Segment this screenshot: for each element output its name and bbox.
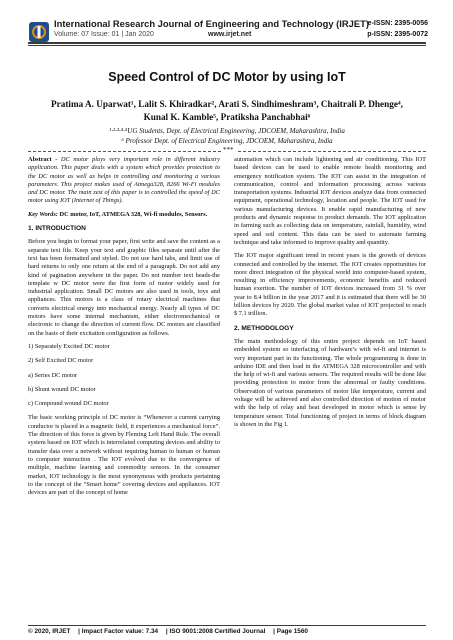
footer-iso: | ISO 9001:2008 Certified Journal xyxy=(165,628,266,635)
p-issn: p-ISSN: 2395-0072 xyxy=(367,31,428,38)
header-divider xyxy=(28,42,426,44)
methodology-paragraph: The main methodology of this entire project depends on IoT based embedded system so interfacing of hardware’s with wi-fi and internet is very important part in its functioning. The whole programming is done in arduino IDE and then load in the ATMEGA 328 microcontroller and with the help of wi-fi and various sensors. The required results will be done like providing protection to motor from the abnormal or faulty conditions. Observation of various parameters of motor like temperature, current and voltage will be achieved and also controlled direction of motion of motor with the help of relay and heat developed in motor which is sense by temperature sensor. Total functioning of project in terms of block diagram is shown in the Fig 1. xyxy=(234,337,426,428)
list-item: a) Series DC motor xyxy=(28,371,78,379)
keywords xyxy=(28,211,220,219)
list-item: 2) Self Excited DC motor xyxy=(28,357,94,365)
abstract xyxy=(28,156,220,206)
keywords-text: DC motor, IoT, ATMEGA 328, Wi-fi modules, Sensors. xyxy=(57,210,208,218)
author-line-1: Pratima A. Uparwat¹, Lalit S. Khiradkar², Arati S. Sindhimeshram³, Chaitrali P. Dhenge⁴, xyxy=(51,99,403,109)
intro-paragraph-2: The basic working principle of DC motor is “Whenever a current carrying conductor is placed in a magnetic field, it experiences a mechanical force”. The direction of this force is given by Fleming Left Hand Rule. The overall system based on IOT which is interrelated computing devices and ability to transfer data over a network without requiring human to human or human to computer interaction . The IOT evolved due to the convergence of multiple, machine learning and commodity sensors. In the consumer market, IOT technology is the most synonymous with products pertaining to the concept of the “Smart home” covering devices and appliances. IOT devices are part of the concept of home xyxy=(28,414,220,497)
author-line-2: Kunal K. Kamble⁵, Pratiksha Panchabhai⁶ xyxy=(143,112,311,122)
paper-title: Speed Control of DC Motor by using IoT xyxy=(108,70,346,84)
intro-paragraph-3: automation which can include lightening and air conditioning. This IOT based devices can be used to enable remote health monitoring and emergency notification system. The IOT can assist in the integration of communication, control and information processing across various transportation systems. Industrial IOT devices analyze data from connected equipment, operational technology, location and people. The IOT used for various manufacturing devices. It enable rapid manufacturing of new products and dynamic response to product demands. The IOT application in farming such as collecting data on temperature, rainfall, humidity, wind speed and soil content. This data can be used to automate farming technique and take informed to improve quality and quantity. xyxy=(234,156,426,246)
list-item: 1) Separately Excited DC motor xyxy=(28,342,110,350)
journal-volume: Volume: 07 Issue: 01 | Jan 2020 xyxy=(54,31,154,38)
footer-impact-factor: | Impact Factor value: 7.34 xyxy=(78,628,159,635)
separator-stars: *** xyxy=(223,146,234,154)
author-list xyxy=(28,98,426,124)
right-column xyxy=(234,156,426,434)
intro-paragraph-1: Before you begin to format your paper, first write and save the content as a separate text file. Keep your text and graphic files separate until after the text has been formatted and styled. Do not use hard tabs, and limit use of hard returns to only one return at the end of a paragraph. Do not add any kind of pagination anywhere in the paper. Do not number text heads-the template w DC motor were the first form of motor widely used for industrial application. Small DC motors are also used in tools, toys and appliances. This motors is a class of rotary electrical machines that converts electrical energy into mechanical energy. Nearly all types of DC motors have some internal mechanism, either electromechanical or electronic to change the direction of current flow. DC motors are classified on the basis of their excitation configuration as follows. xyxy=(28,238,220,337)
abstract-text: DC motor plays very important role in different industry application. This paper deals with a system which provides protection to the DC motor as well as helps in controlling and monitoring a various parameters. This project makes used of Atmega328, 8266 Wi-Fi modules and DC motor. The main zest of this paper is to controlled the speed of DC motor using IOT (Internet of Things). xyxy=(28,156,220,205)
irjet-logo-icon xyxy=(28,20,50,44)
journal-url: www.irjet.net xyxy=(208,31,252,38)
list-item: c) Compound wound DC motor xyxy=(28,400,109,408)
journal-header xyxy=(28,16,428,54)
intro-paragraph-4: The IOT major significant trend in recent years is the growth of devices connected and controlled by the internet. The IOT creates opportunities for more direct integration of the physical world into computer-based system, resulting in efficiency improvements, economic benefits and reduced human exertion. The number of IOT devices increased from 31 % over year to 8.4 billion in the year 2017 and it is estimated that there will be 30 billion devices by 2020. The global market value of IOT projected to reach $ 7.1 trillion. xyxy=(234,252,426,318)
footer-copyright: © 2020, IRJET xyxy=(28,628,71,635)
journal-name: International Research Journal of Engineering and Technology (IRJET) xyxy=(54,18,369,29)
affiliation-line-2: ⁶ Professor Dept. of Electrical Engineering, JDCOEM, Maharashtra, India xyxy=(121,137,333,145)
section-heading-introduction: 1. INTRODUCTION xyxy=(28,225,86,233)
keywords-label: Key Words: xyxy=(28,210,58,218)
footer-page-number: | Page 1560 xyxy=(273,628,308,635)
e-issn: e-ISSN: 2395-0056 xyxy=(367,20,428,27)
abstract-label: Abstract - xyxy=(28,156,58,163)
list-item: b) Shunt wound DC motor xyxy=(28,385,96,393)
footer-divider xyxy=(28,625,426,626)
affiliation-line-1: ¹·²·³·⁴·⁵UG Students, Dept. of Electrical Engineering, JDCOEM, Maharashtra, India xyxy=(109,127,345,135)
left-column xyxy=(28,156,220,502)
header-divider-thin xyxy=(28,45,426,46)
page-footer xyxy=(28,628,426,635)
affiliations xyxy=(28,126,426,146)
section-heading-methodology: 2. METHODOLOGY xyxy=(234,324,294,332)
